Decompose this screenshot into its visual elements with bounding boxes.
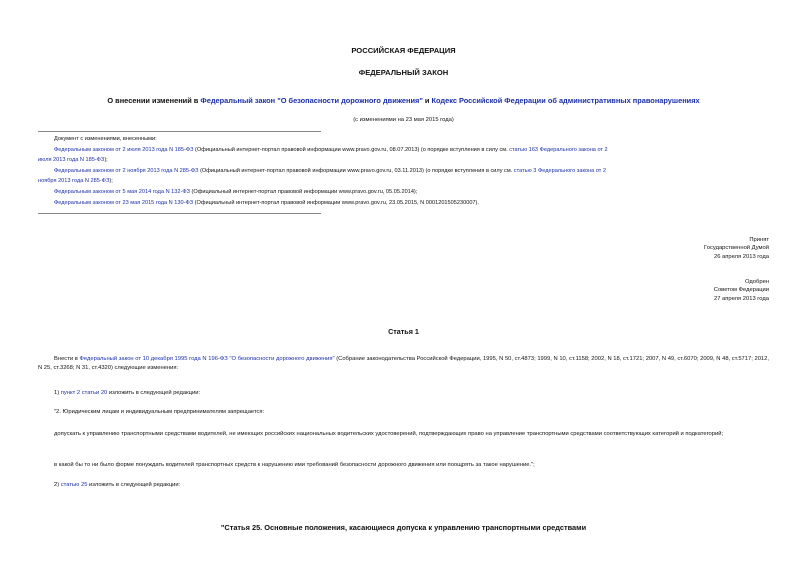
article-25-heading: "Статья 25. Основные положения, касающиеся допуска к управлению транспортными средствами: [220, 523, 587, 532]
change-item: [38, 145, 769, 156]
change-text: (Официальный интернет-портал правовой информации www.pravo.gov.ru, 23.05.2015, N 0001201505230007).: [193, 199, 479, 206]
divider-top: [38, 131, 321, 132]
change-item: [38, 198, 769, 209]
doc-type-heading: ФЕДЕРАЛЬНЫЙ ЗАКОН: [358, 68, 449, 77]
law-title: [0, 96, 807, 105]
change-link[interactable]: Федеральным законом от 2 июля 2013 года N 185-ФЗ: [54, 146, 194, 153]
intro-text: (Собрание законодательства Российской Федерации, 1995, N 50, ст.4873; 1999, N 10, ст.1158; 2002, N 18, ст.1721; 2007, N 49, ст.6070; 2009, N 48, ст.5717; 2012, N 25, ст.3268; N 31, ст.4320) следующие изменения:: [38, 356, 769, 371]
title-prefix: О внесении изменений в: [107, 96, 201, 105]
title-and: и: [422, 96, 432, 105]
changes-block: [38, 134, 769, 208]
adoption-duma: [704, 236, 769, 261]
change-item-cont: [38, 155, 769, 166]
adoption-line: 26 апреля 2013 года: [713, 253, 769, 260]
change-item: [38, 166, 769, 177]
change-link-secondary-cont[interactable]: июля 2013 года N 185-ФЗ: [38, 157, 105, 164]
change-text: (Официальный интернет-портал правовой информации www.pravo.gov.ru, 05.05.2014);: [189, 188, 418, 195]
title-link-koap[interactable]: Кодекс Российской Федерации об административных правонарушениях: [431, 96, 700, 105]
intro-prefix: Внести в: [54, 356, 80, 362]
adoption-line: 27 апреля 2013 года: [713, 295, 769, 302]
change-link-secondary-cont[interactable]: ноября 2013 года N 285-ФЗ: [38, 178, 110, 185]
change-text-end: );: [109, 178, 113, 185]
change-link[interactable]: Федеральным законом от 5 мая 2014 года N 132-ФЗ: [54, 188, 190, 195]
edition-note: (с изменениями на 23 мая 2015 года): [353, 117, 454, 123]
adoption-line: Государственной Думой: [703, 245, 769, 252]
item-2-number: 2): [54, 482, 61, 488]
change-item-cont: [38, 176, 769, 187]
change-link-secondary[interactable]: статью 163 Федерального закона от 2: [509, 146, 608, 153]
quote-item-b: в какой бы то ни было форме понуждать водителей транспортных средств к нарушению ими требований безопасности дорожного движения или поощрять за такое нарушение.";: [54, 462, 535, 468]
change-text: (Официальный интернет-портал правовой информации www.pravo.gov.ru, 03.11.2013) (о порядке вступления в силу см.: [198, 167, 514, 174]
item-1: [38, 389, 769, 398]
country-heading: РОССИЙСКАЯ ФЕДЕРАЦИЯ: [351, 46, 456, 55]
intro-link-196fz[interactable]: Федеральный закон от 10 декабря 1995 года N 196-ФЗ "О безопасности дорожного движения": [79, 356, 335, 362]
adoption-federation-council: [714, 278, 769, 303]
quote-item-a: допускать к управлению транспортными средствами водителей, не имеющих российских национальных водительских удостоверений, подтверждающих право на управление транспортными средствами соответствующих категорий и подкатегорий;: [54, 431, 724, 437]
change-link[interactable]: Федеральным законом от 23 мая 2015 года N 130-ФЗ: [54, 199, 194, 206]
divider-bottom: [38, 213, 321, 214]
adoption-line: Советом Федерации: [713, 287, 769, 294]
change-item: [38, 187, 769, 198]
item-1-link[interactable]: пункт 2 статьи 20: [60, 390, 108, 396]
change-link[interactable]: Федеральным законом от 2 ноября 2013 года N 285-ФЗ: [54, 167, 199, 174]
quote-clause-2: "2. Юридическим лицам и индивидуальным предпринимателям запрещается:: [54, 409, 265, 415]
change-link-secondary[interactable]: статью 3 Федерального закона от 2: [513, 167, 607, 174]
item-1-text: изложить в следующей редакции:: [107, 390, 201, 396]
adoption-line: Одобрен: [745, 279, 769, 285]
article-1-heading: Статья 1: [388, 327, 419, 336]
title-link-road-safety[interactable]: Федеральный закон "О безопасности дорожного движения": [200, 96, 423, 105]
item-1-number: 1): [54, 390, 61, 396]
change-text-end: );: [104, 157, 108, 164]
adoption-line: Принят: [749, 237, 769, 243]
changes-intro: Документ с изменениями, внесенными:: [54, 136, 157, 142]
change-text: (Официальный интернет-портал правовой информации www.pravo.gov.ru, 08.07.2013) (о порядке вступления в силу см.: [193, 146, 510, 153]
item-2-text: изложить в следующей редакции:: [87, 482, 181, 488]
article-1-intro: [38, 355, 769, 373]
item-2: [38, 481, 769, 490]
item-2-link[interactable]: статью 25: [60, 482, 88, 488]
